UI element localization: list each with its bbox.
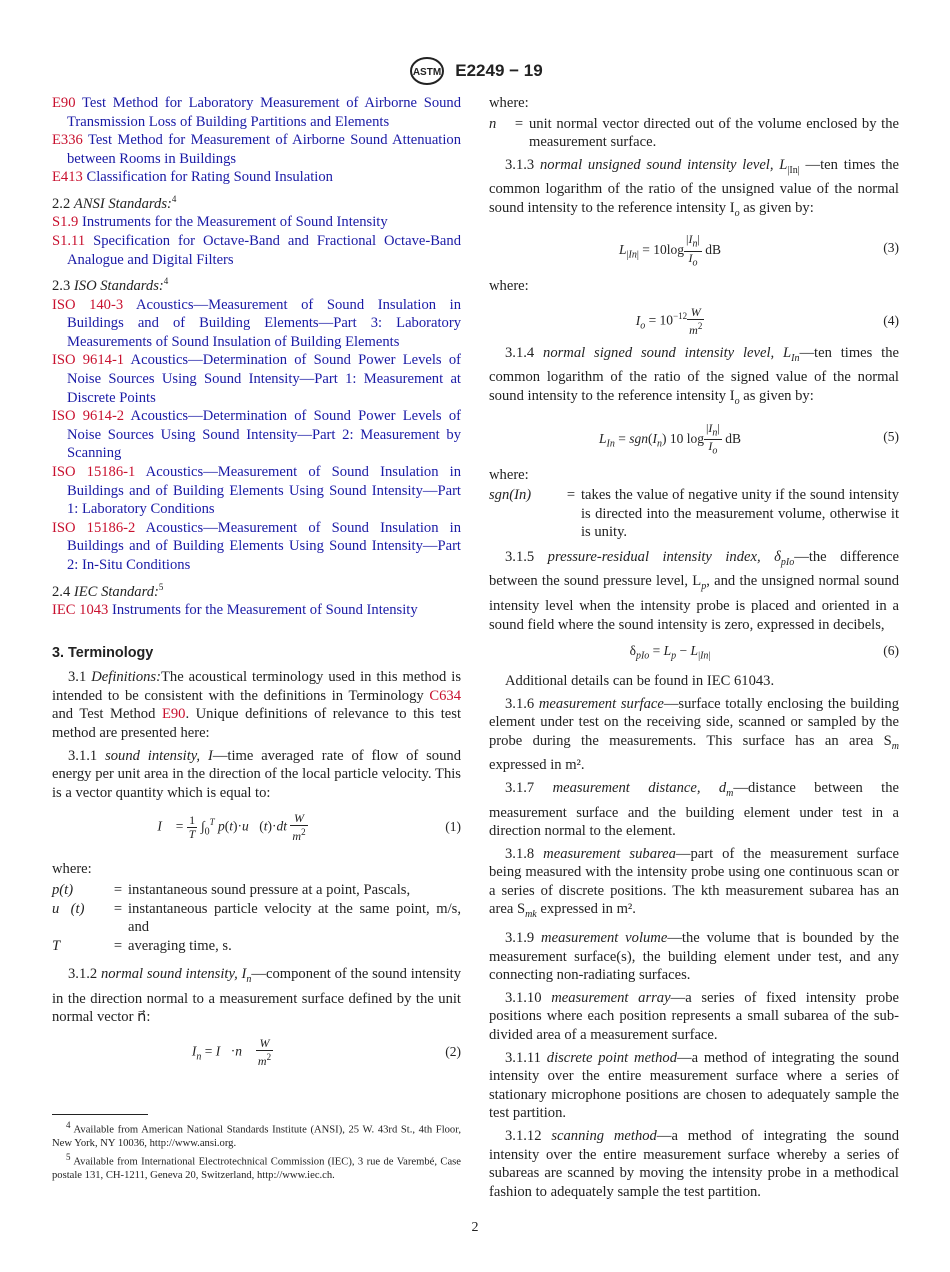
ansi-heading: 2.2 ANSI Standards:$^4$: [52, 193, 177, 212]
reference-item[interactable]: [52, 351, 461, 407]
iso-reference-list: [52, 296, 461, 575]
where-label: where:: [52, 861, 92, 878]
equation-1: I⃗ = $\frac{1}{T}$ $\int_0^T$ p(t)·u⃗(t)·dt $\frac{W}{m^2}$ (1): [157, 811, 461, 844]
equation-number: (6): [883, 643, 899, 659]
page-number: 2: [471, 1220, 479, 1235]
page-header: [0, 56, 950, 86]
equation-number: (2): [445, 1044, 461, 1060]
reference-item[interactable]: [52, 463, 461, 519]
link-e90[interactable]: E90: [161, 706, 186, 723]
definition-row: n⃗ = unit normal vector directed out of the volume enclosed by the measurement surface.: [489, 115, 899, 151]
footnote-rule: [52, 1114, 148, 1115]
reference-title[interactable]: Test Method for Measurement of Airborne Sound Attenuation between Rooms in Buildings: [67, 132, 461, 167]
definition-row: T = averaging time, s.: [52, 937, 232, 954]
reference-code[interactable]: ISO 9614-2: [52, 408, 125, 425]
iec-heading: 2.4 IEC Standard:$^5$: [52, 581, 164, 600]
reference-title[interactable]: Acoustics—Measurement of Sound Insulation in Buildings and of Building Elements—Part 3: Laboratory Measurements of Sound Insulation of Building Elements: [67, 296, 462, 350]
reference-code[interactable]: E90: [52, 95, 76, 111]
paragraph-3-1-10: 3.1.10 measurement array—a series of fixed intensity probe positions where each position represents a small subarea of the sub-divided area of a measurement surface.: [489, 989, 899, 1043]
reference-title[interactable]: Acoustics—Determination of Sound Power Levels of Noise Sources Using Sound Intensity—Part 1: Measurement at Discrete Points: [67, 352, 461, 406]
equation-2: $I_n$ = I⃗·n⃗ $\frac{W}{m^2}$ (2): [191, 1036, 461, 1069]
paragraph-3-1-1: 3.1.1 sound intensity, I—time averaged rate of flow of sound energy per unit area in the direction of the local particle velocity. This is a vector quantity which is equal to:: [52, 747, 461, 801]
where-label: where:: [489, 95, 529, 111]
reference-item[interactable]: [52, 296, 461, 352]
reference-item[interactable]: [52, 168, 461, 187]
left-column: [52, 94, 462, 1181]
reference-item[interactable]: [52, 94, 461, 131]
paragraph-3-1-2: 3.1.2 normal sound intensity, $I_n—component$ of the sound intensity in the direction normal to a measurement surface defined by the unit normal vector n⃗:: [52, 966, 461, 1026]
where-label: where:: [489, 466, 529, 483]
paragraph-3-1: 3.1 Definitions:The acoustical terminology used in this method is intended to be consistent with the definitions in Terminology C634 and Test Method E90. Unique definitions of relevance to this test method are presented here:: [52, 669, 462, 741]
reference-item[interactable]: [52, 407, 461, 463]
reference-title[interactable]: Instruments for the Measurement of Sound Intensity: [112, 602, 418, 619]
reference-code[interactable]: ISO 140-3: [52, 296, 124, 313]
paragraph-3-1-4: 3.1.4 normal signed sound intensity level, $L_{In}—ten$ times the common logarithm of the ratio of the signed value of the normal sound intensity to the reference intensity $I_o$ as given by:: [489, 344, 899, 407]
reference-code[interactable]: ISO 15186-1: [52, 464, 136, 480]
reference-title[interactable]: Classification for Rating Sound Insulation: [86, 169, 333, 186]
definition-list: [52, 881, 461, 955]
definition-list: [489, 486, 899, 542]
reference-code[interactable]: E336: [52, 132, 83, 149]
reference-item[interactable]: [52, 131, 461, 168]
paragraph-3-1-12: 3.1.12 scanning method—a method of integrating the sound intensity over the entire measurement surface whereby a series of subareas are scanned by moving the intensity probe in a methodical fashion to adequately sample the test partition.: [489, 1127, 900, 1200]
definition-list: [489, 115, 899, 152]
footnotes: [52, 1104, 461, 1182]
paragraph-3-1-7: 3.1.7 measurement distance, $d_m—distance$ between the measurement surface and the building element under test in a direction normal to the element.: [489, 780, 899, 840]
designation: E2249 − 19: [455, 61, 543, 80]
definition-row: u⃗(t) = instantaneous particle velocity at the same point, m/s, and: [52, 900, 461, 936]
reference-title[interactable]: Test Method for Laboratory Measurement of Airborne Sound Transmission Loss of Building Partitions and Elements: [67, 95, 462, 130]
paragraph-3-1-3: 3.1.3 normal unsigned sound intensity level, $L_{|In|}$ —ten times the common logarithm of the ratio of the unsigned value of the normal sound intensity to the reference intensity $I_o$ as given by:: [489, 156, 899, 219]
footnote: $^4$ Available from American National Standards Institute (ANSI), 25 W. 43rd St., 4th Floor, New York, NY 10036, http://www.ansi.org.: [52, 1120, 461, 1150]
equation-number: (1): [445, 819, 461, 835]
paragraph-additional: Additional details can be found in IEC 61043.: [505, 673, 775, 690]
reference-code[interactable]: E413: [52, 169, 83, 186]
reference-item[interactable]: [52, 519, 461, 575]
iso-heading: 2.3 ISO Standards:$^4$: [52, 276, 169, 295]
reference-code[interactable]: ISO 15186-2: [52, 519, 136, 536]
equation-number: (4): [883, 312, 899, 328]
paragraph-3-1-5: 3.1.5 pressure-residual intensity index, $\delta_{pIo}—the$ difference between the sound pressure level, $L_p$, and the unsigned normal sound intensity level when the intensity probe is placed and oriented in a sound field where the sound intensity is zero, expressed in decibels,: [489, 548, 899, 633]
reference-code[interactable]: S1.9: [52, 214, 79, 231]
equation-4: $I_o = 10^{-12}$ $\frac{W}{m^2}$ (4): [635, 304, 899, 337]
reference-item[interactable]: [52, 213, 461, 232]
paragraph-3-1-6: 3.1.6 measurement surface—surface totally enclosing the building element under test on the receiving side, scanned or sampled by the probe during the measurements. This surface has an area $S_m$ expressed in m².: [489, 695, 900, 774]
link-c634[interactable]: C634: [429, 687, 461, 704]
iec-reference-list: [52, 601, 461, 620]
reference-item[interactable]: [52, 601, 461, 620]
equation-number: (5): [883, 428, 899, 444]
where-label: where:: [489, 278, 529, 295]
reference-code[interactable]: IEC 1043: [52, 602, 109, 619]
ansi-reference-list: [52, 213, 461, 269]
reference-code[interactable]: ISO 9614-1: [52, 352, 125, 369]
paragraph-3-1-11: 3.1.11 discrete point method—a method of integrating the sound intensity over the entire measurement surface where a series of stationary microphone positions are chosen to adequately sample the test partition.: [489, 1049, 899, 1122]
equation-6: $\delta_{pIo} = L_p - L_{|In|}$ (6): [629, 643, 899, 662]
astm-logo-icon: [407, 56, 447, 86]
reference-title[interactable]: Acoustics—Determination of Sound Power Levels of Noise Sources Using Sound Intensity—Part 2: Measurement by Scanning: [67, 408, 461, 462]
equation-5: $L_{In} = sgn(I_n)$ 10 log $\frac{|I_n|}{I_o}$ dB (5): [599, 420, 899, 457]
paragraph-3-1-9: 3.1.9 measurement volume—the volume that is bounded by the measurement surface(s), the building element under test, and any connecting non-radiating surfaces.: [489, 929, 899, 984]
reference-title[interactable]: Acoustics—Measurement of Sound Insulation in Buildings and of Building Elements Using Sound Intensity—Part 1: Laboratory Conditions: [67, 464, 461, 518]
reference-title[interactable]: Specification for Octave-Band and Fractional Octave-Band Analogue and Digital Filters: [67, 233, 462, 268]
reference-title[interactable]: Acoustics—Measurement of Sound Insulation in Buildings and of Building Elements Using Sound Intensity—Part 2: In-Situ Conditions: [67, 519, 461, 573]
definition-row: sgn(In) = takes the value of negative unity if the sound intensity is directed into the measurement volume, otherwise it is unity.: [489, 487, 899, 541]
equation-3: $L_{|In|} = 10\log$ $\frac{|I_n|}{I_o}$ dB (3): [619, 232, 899, 269]
paragraph-3-1-8: 3.1.8 measurement subarea—part of the measurement surface being measured with the intensity probe using one continuous scan or a series of discrete positions. The kth measurement subarea has an area $S_{mk}$ expressed in m².: [489, 845, 899, 921]
reference-item[interactable]: [52, 232, 461, 269]
definition-row: p(t) = instantaneous sound pressure at a point, Pascals,: [52, 881, 411, 898]
reference-code[interactable]: S1.11: [52, 233, 86, 250]
footnote: $^5$ Available from International Electrotechnical Commission (IEC), 3 rue de Varembé, Case postale 131, CH-1211, Geneva 20, Switzerland, http://www.iec.ch.: [52, 1151, 461, 1181]
section-heading-terminology: 3. Terminology: [52, 644, 154, 661]
reference-title[interactable]: Instruments for the Measurement of Sound Intensity: [82, 214, 388, 231]
equation-number: (3): [883, 240, 899, 256]
right-column: [489, 94, 899, 1201]
astm-reference-list: [52, 94, 461, 187]
svg-text:ASTM: ASTM: [413, 67, 442, 78]
